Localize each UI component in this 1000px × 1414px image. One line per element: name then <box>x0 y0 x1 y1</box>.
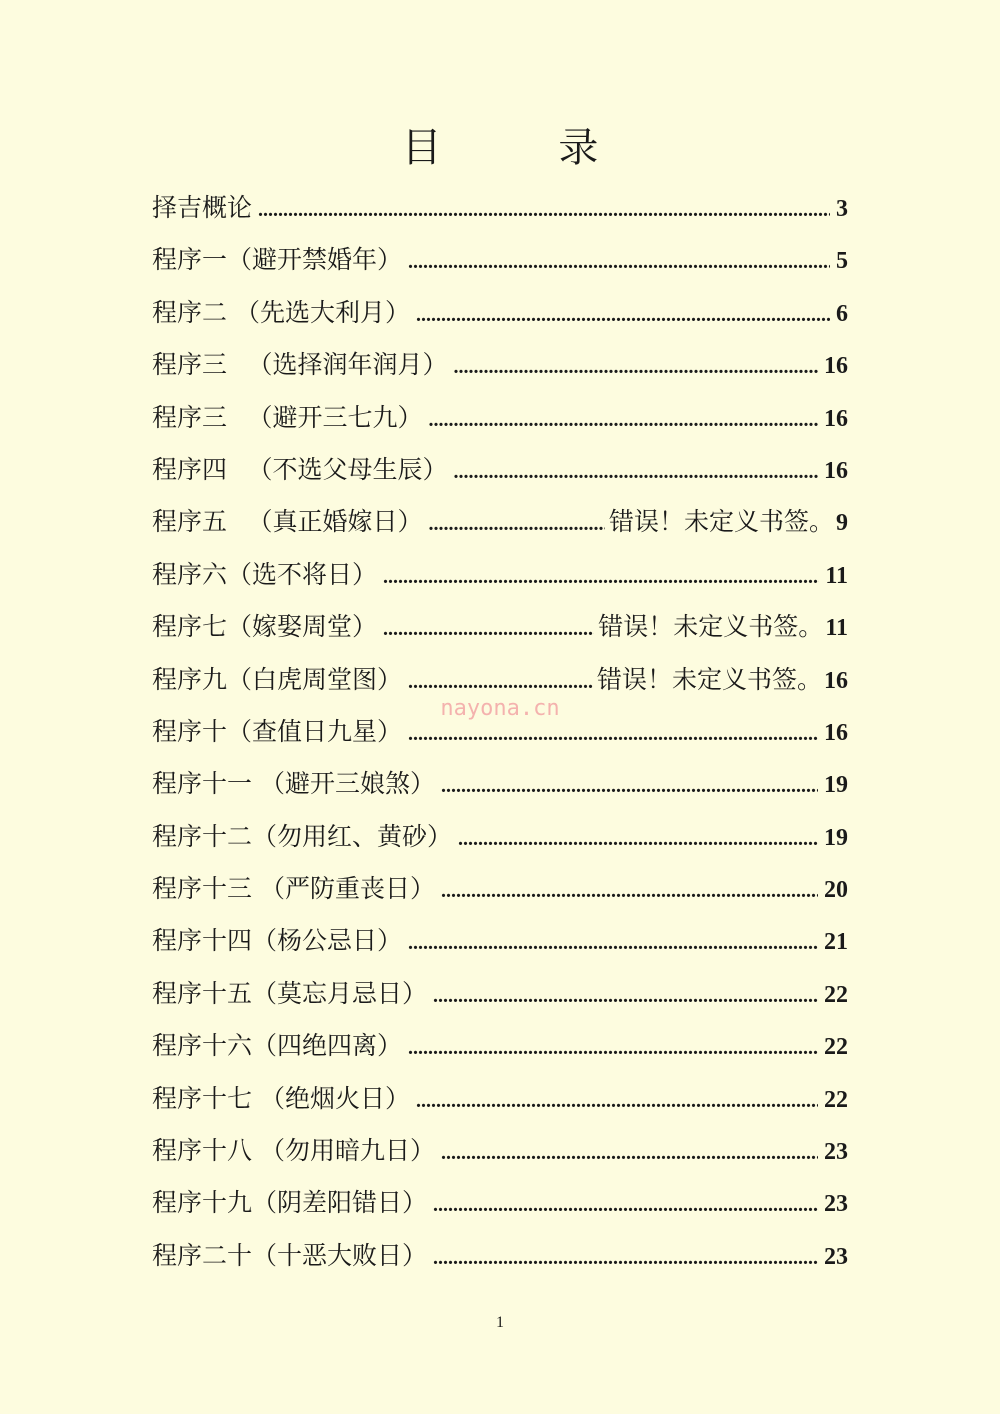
toc-entry-page: 11 <box>825 615 848 642</box>
toc-entry-page: 6 <box>836 300 848 327</box>
dot-leader <box>441 760 818 812</box>
toc-entry[interactable] <box>152 287 848 339</box>
dot-leader <box>433 1179 818 1231</box>
dot-leader <box>383 551 819 603</box>
toc-entry-page: 19 <box>824 824 848 851</box>
dot-leader <box>416 1075 818 1127</box>
dot-leader <box>441 865 818 917</box>
toc-entry-label: 程序十九（阴差阳错日） <box>152 1188 428 1218</box>
toc-entry-label: 程序一（避开禁婚年） <box>152 245 403 275</box>
dot-leader <box>441 1127 818 1179</box>
toc-entry[interactable] <box>152 1020 848 1072</box>
dot-leader <box>433 970 818 1022</box>
dot-leader <box>453 341 818 393</box>
toc-entry-page: 16 <box>824 353 848 380</box>
toc-entry[interactable] <box>152 234 848 286</box>
dot-leader <box>433 1232 818 1284</box>
toc-entry-label: 程序五 （真正婚嫁日） <box>152 507 423 537</box>
toc-entry-label: 程序三 （选择润年润月） <box>152 350 448 380</box>
dot-leader <box>408 917 818 969</box>
toc-entry-page: 5 <box>836 248 848 275</box>
toc-entry[interactable] <box>152 549 848 601</box>
toc-entry-page: 21 <box>824 929 848 956</box>
toc-entry[interactable] <box>152 863 848 915</box>
toc-entry-label: 程序四 （不选父母生辰） <box>152 454 448 484</box>
dot-leader <box>408 236 830 288</box>
toc-entry[interactable] <box>152 915 848 967</box>
toc-entry-page: 19 <box>824 772 848 799</box>
toc-entry-label: 程序十六（四绝四离） <box>152 1031 403 1061</box>
toc-entry-label: 择吉概论 <box>152 193 253 222</box>
table-of-contents <box>152 182 848 1282</box>
toc-entry[interactable] <box>152 339 848 391</box>
dot-leader <box>453 446 818 498</box>
toc-entry-label: 程序十三 （严防重丧日） <box>152 874 435 904</box>
toc-entry-page: 16 <box>824 719 848 746</box>
toc-entry-label: 程序十五（莫忘月忌日） <box>152 978 428 1008</box>
dot-leader <box>458 813 818 865</box>
toc-entry-error: 错误！未定义书签。 <box>608 507 834 537</box>
toc-entry-label: 程序九（白虎周堂图） <box>152 664 403 694</box>
toc-entry[interactable] <box>152 1230 848 1282</box>
toc-entry-label: 程序六（选不将日） <box>152 559 378 589</box>
toc-entry-label: 程序十八 （勿用暗九日） <box>152 1136 435 1166</box>
toc-entry-label: 程序二十（十恶大败日） <box>152 1240 428 1270</box>
toc-entry-page: 22 <box>824 981 848 1008</box>
toc-entry[interactable] <box>152 392 848 444</box>
toc-entry[interactable] <box>152 1073 848 1125</box>
toc-entry[interactable] <box>152 1177 848 1229</box>
toc-entry-page: 11 <box>825 562 848 589</box>
toc-entry-page: 9 <box>836 510 848 537</box>
toc-entry-page: 23 <box>824 1139 848 1166</box>
dot-leader <box>383 603 594 655</box>
toc-entry[interactable] <box>152 601 848 653</box>
toc-entry-page: 16 <box>824 457 848 484</box>
dot-leader <box>416 289 830 341</box>
watermark-text: nayona.cn <box>440 696 560 721</box>
toc-entry-page: 16 <box>824 667 848 694</box>
toc-entry-page: 20 <box>824 877 848 904</box>
toc-entry-label: 程序十（查值日九星） <box>152 716 403 746</box>
toc-entry[interactable] <box>152 182 848 234</box>
toc-entry-label: 程序二 （先选大利月） <box>152 297 410 327</box>
toc-entry[interactable] <box>152 968 848 1020</box>
toc-entry-page: 22 <box>824 1086 848 1113</box>
dot-leader <box>428 498 605 550</box>
toc-entry-label: 程序七（嫁娶周堂） <box>152 612 378 642</box>
toc-entry-page: 3 <box>836 196 848 222</box>
dot-leader <box>428 394 818 446</box>
toc-entry[interactable] <box>152 758 848 810</box>
dot-leader <box>258 184 830 236</box>
toc-entry[interactable] <box>152 444 848 496</box>
toc-entry[interactable] <box>152 811 848 863</box>
toc-entry-page: 23 <box>824 1191 848 1218</box>
toc-entry[interactable] <box>152 1125 848 1177</box>
dot-leader <box>408 1022 818 1074</box>
toc-entry-label: 程序十一 （避开三娘煞） <box>152 769 435 799</box>
page-number: 1 <box>496 1314 504 1331</box>
toc-entry-page: 16 <box>824 405 848 432</box>
toc-entry-page: 22 <box>824 1034 848 1061</box>
toc-entry-label: 程序三 （避开三七九） <box>152 402 423 432</box>
toc-entry-label: 程序十七 （绝烟火日） <box>152 1083 410 1113</box>
toc-entry-error: 错误！未定义书签。 <box>598 612 824 642</box>
toc-entry-label: 程序十四（杨公忌日） <box>152 926 403 956</box>
toc-entry-page: 23 <box>824 1243 848 1270</box>
toc-entry-label: 程序十二（勿用红、黄砂） <box>152 821 453 851</box>
toc-entry[interactable] <box>152 496 848 548</box>
toc-entry-error: 错误！未定义书签。 <box>596 664 822 694</box>
page-title: 目 录 <box>401 125 651 171</box>
